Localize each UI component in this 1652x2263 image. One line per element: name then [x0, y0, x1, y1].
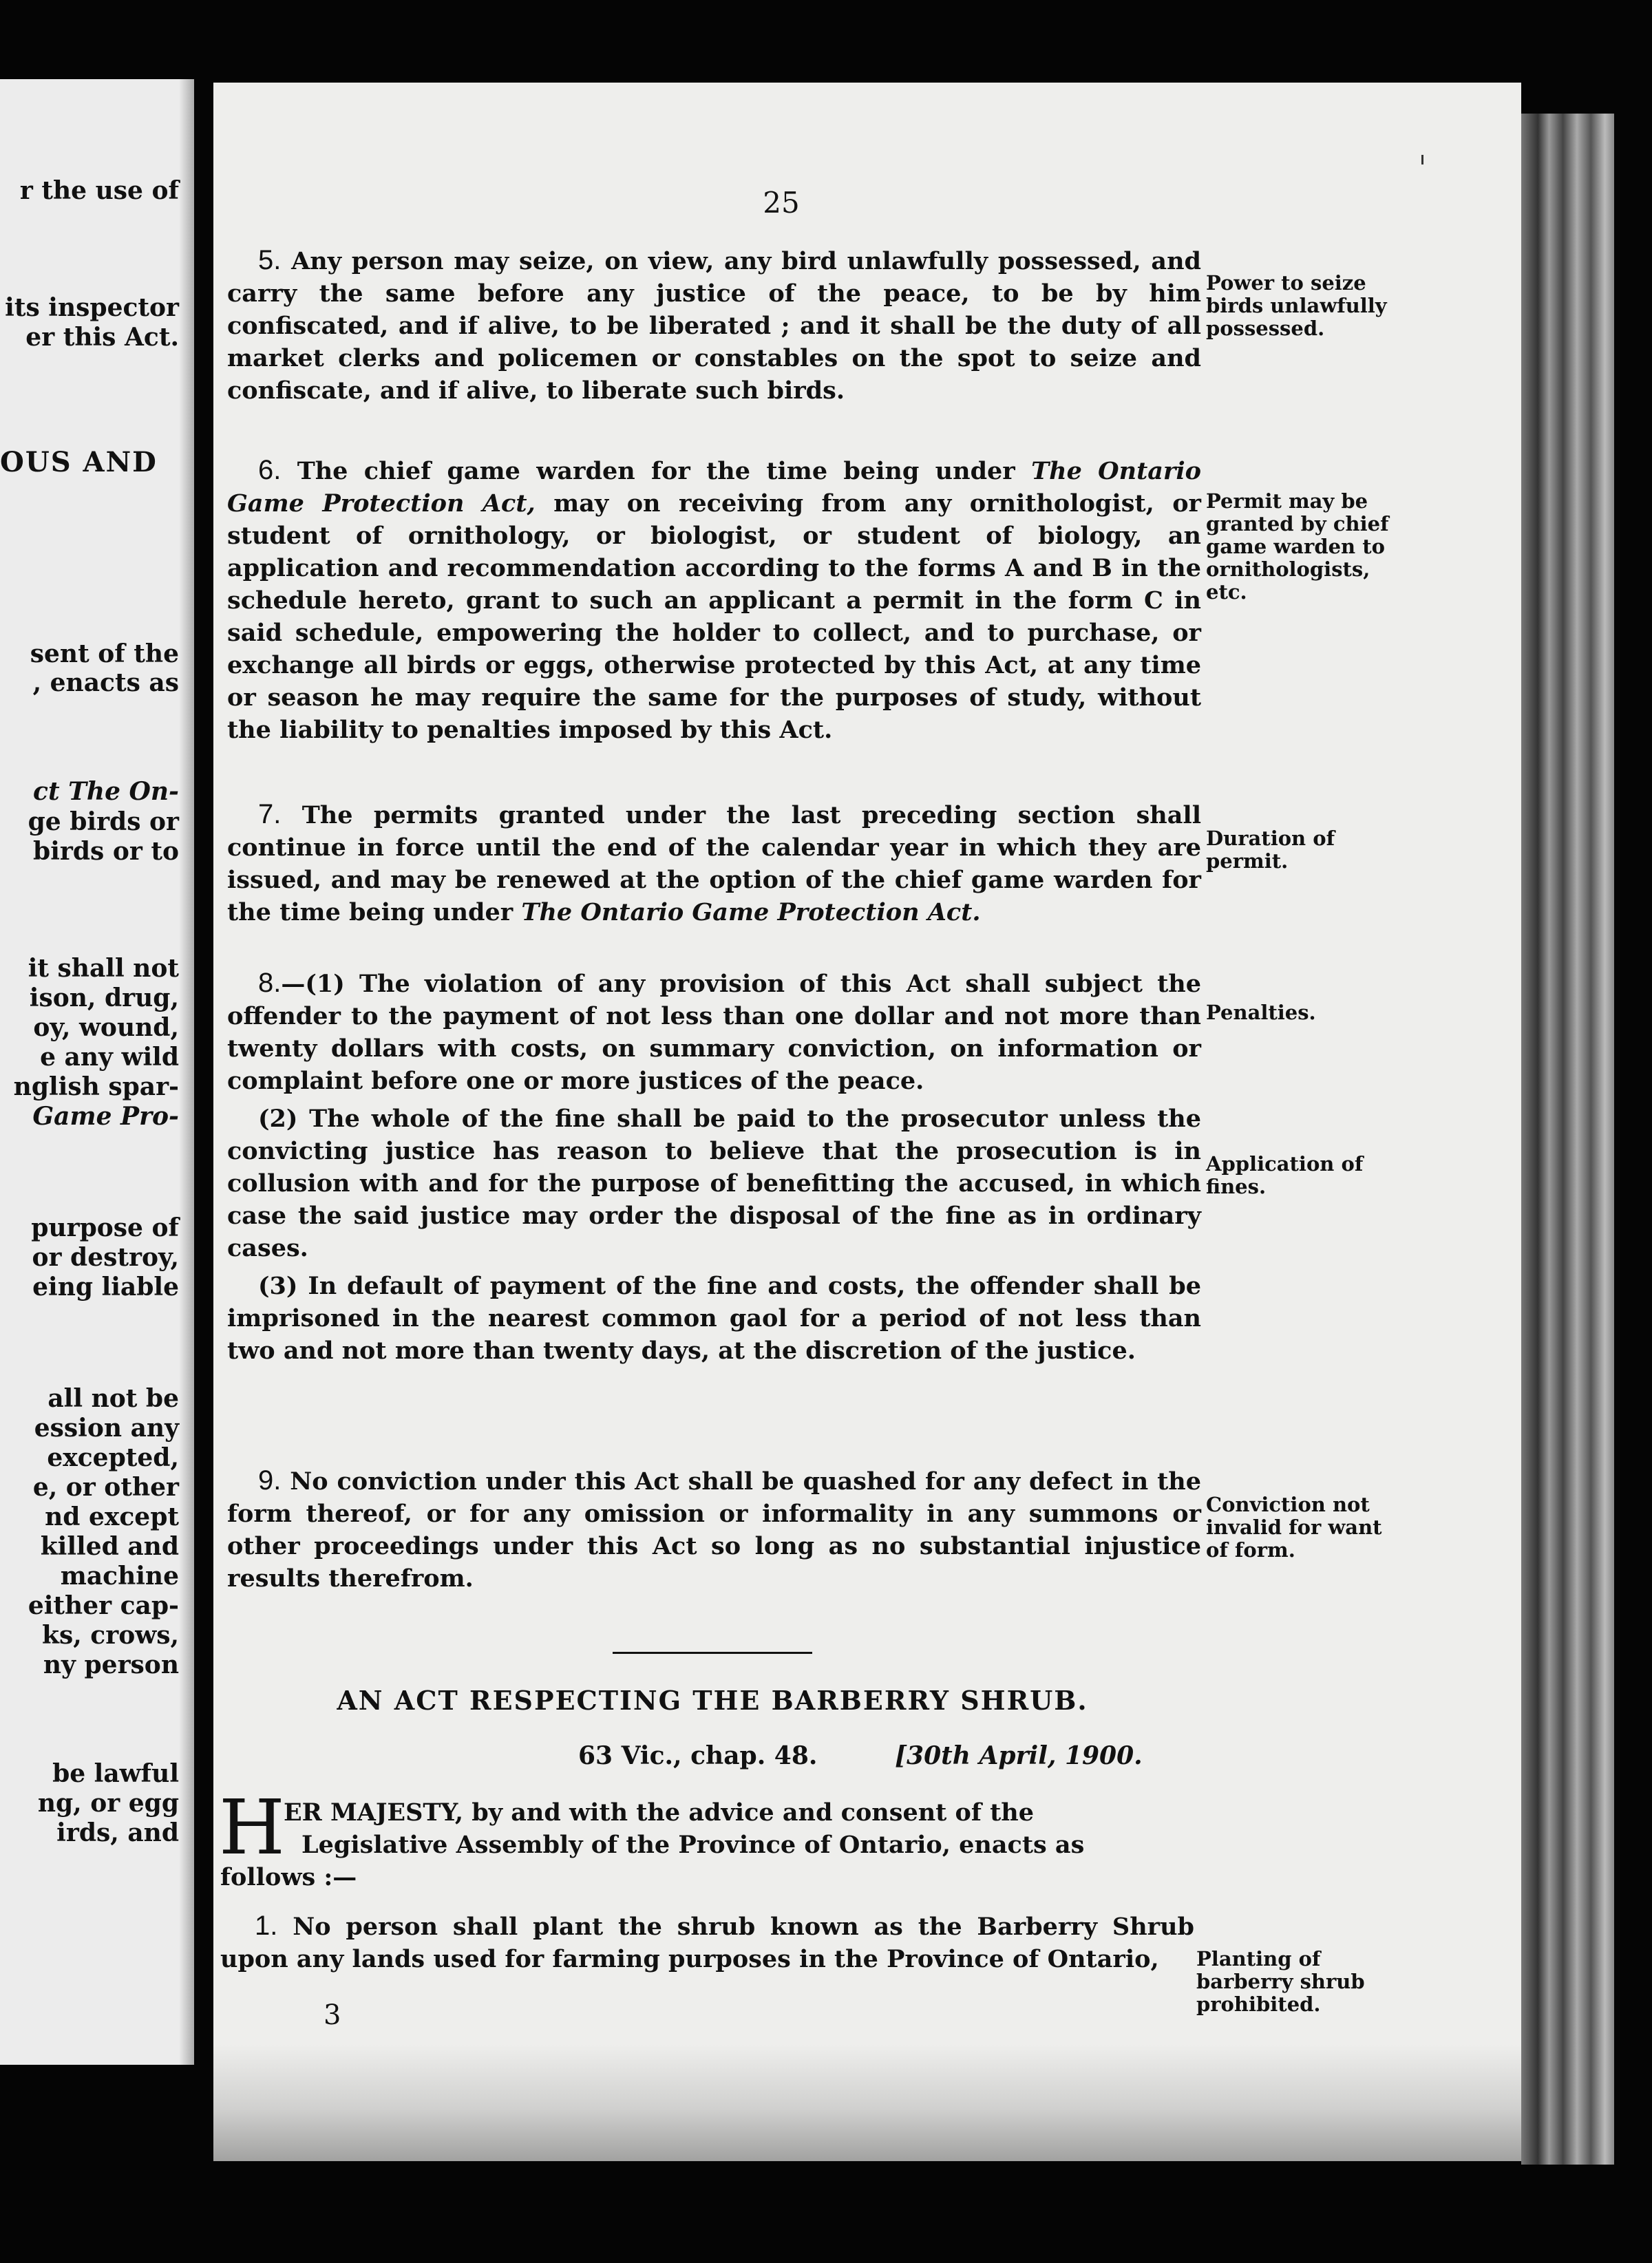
section-7 [227, 798, 1201, 928]
section-text: may on receiving from any ornithologist, or student of ornithology, or biologist, or student of biology, an application and recommendation according to the forms A and B in the schedule hereto, grant to such an applicant a permit in the form C in said schedule, empowering the holder to collect, and to purchase, or exchange all birds or eggs, otherwise protected by this Act, at any time or season he may require the same for the purposes of study, without the liability to penalties imposed by this Act. [227, 489, 1201, 744]
section-number: 6. [258, 455, 282, 485]
left-page-line: either cap- [28, 1591, 179, 1620]
section-number: 9. [258, 1465, 282, 1496]
left-page-line: purpose of [31, 1213, 179, 1242]
book-page-edges [1521, 114, 1614, 2165]
act-title: AN ACT RESPECTING THE BARBERRY SHRUB. [337, 1685, 1088, 1716]
section-6 [227, 454, 1201, 746]
left-page-line: sent of the [30, 639, 179, 668]
speck-mark [1421, 155, 1423, 164]
left-page-line: e any wild [40, 1043, 179, 1072]
margin-note-8-fines: Application of fines. [1206, 1152, 1364, 1198]
left-page-line: nd except [45, 1502, 179, 1531]
left-page-line: excepted, [47, 1443, 179, 1472]
left-page-line: irds, and [56, 1818, 179, 1847]
section-text: No conviction under this Act shall be quashed for any defect in the form thereof, or for any omission or informality in any summons or other proceedings under this Act so long as no substantial injustice results therefrom. [227, 1467, 1201, 1593]
margin-note-6: Permit may be granted by chief game warden to ornithologists, etc. [1206, 489, 1389, 604]
act-name: The Ontario Game Protection Act. [521, 898, 981, 926]
left-page-line: ks, crows, [42, 1621, 179, 1650]
left-page-line: ge birds or [28, 807, 179, 836]
subsection-1: —(1) The violation of any provision of this Act shall subject the offender to the payment of not less than one dollar and not more than twenty dollars with costs, on summary conviction, on information or complaint before one or more justices of the peace. [227, 970, 1201, 1095]
left-page-line: all not be [47, 1384, 179, 1413]
section-text: Any person may seize, on view, any bird unlawfully possessed, and carry the same before any justice of the peace, to be by him confiscated, and if alive, to be liberated ; and it shall be the duty of all market clerks and policemen or constables on the spot to seize and confiscate, and if alive, to liberate such birds. [227, 247, 1201, 405]
section-9 [227, 1465, 1201, 1595]
margin-note-8-penalties: Penalties. [1206, 1001, 1316, 1024]
section-5 [227, 244, 1201, 407]
left-page-line: killed and [40, 1532, 179, 1561]
margin-note-9: Conviction not invalid for want of form. [1206, 1493, 1382, 1562]
left-page-line: or destroy, [32, 1243, 179, 1272]
left-page-line: machine [60, 1562, 179, 1591]
subsection-3: (3) In default of payment of the fine and costs, the offender shall be imprisoned in the nearest common gaol for a period of not less than two and not more than twenty days, at the discretion of the justice. [227, 1272, 1201, 1365]
enact-line: follows :— [220, 1863, 357, 1891]
act-name: The Ontario Game Protection Act, [227, 457, 1202, 518]
left-page-line: , enacts as [32, 668, 179, 697]
left-facing-page [0, 79, 194, 2065]
drop-cap: H [219, 1783, 285, 1871]
section-8 [227, 967, 1201, 1367]
left-page-line: e, or other [32, 1473, 179, 1502]
act-citation: 63 Vic., chap. 48. [578, 1741, 818, 1770]
margin-note-5: Power to seize birds unlawfully possessed. [1206, 271, 1387, 340]
left-page-line: eing liable [32, 1273, 179, 1302]
section-text: The chief game warden for the time being under [297, 457, 1015, 485]
barberry-section-1 [220, 1910, 1194, 1975]
section-number: 1. [255, 1911, 278, 1941]
left-page-line: its inspector [5, 293, 179, 322]
margin-note-7: Duration of permit. [1206, 827, 1335, 873]
section-divider [613, 1652, 812, 1654]
enacting-clause [220, 1796, 1184, 1893]
section-number: 5. [258, 245, 282, 275]
left-page-line: ison, drug, [29, 984, 179, 1012]
page-number: 25 [763, 186, 800, 220]
left-page-line: nglish spar- [13, 1072, 179, 1101]
subsection-2: (2) The whole of the fine shall be paid to the prosecutor unless the convicting justice has reason to believe that the prosecution is in collusion with and for the purpose of benefitting the accused, in which case the said justice may order the disposal of the fine as in ordinary cases. [227, 1105, 1201, 1262]
section-text: No person shall plant the shrub known as the Barberry Shrub upon any lands used for farming purposes in the Province of Ontario, [220, 1913, 1194, 1973]
enact-line: Legislative Assembly of the Province of Ontario, enacts as [301, 1831, 1085, 1859]
section-number: 7. [258, 799, 282, 829]
left-page-line: ny person [43, 1650, 179, 1679]
left-page-line: birds or to [33, 837, 179, 866]
left-page-line: it shall not [28, 954, 179, 983]
act-date: [30th April, 1900. [895, 1741, 1143, 1770]
section-text: The permits granted under the last preceding section shall continue in force until the end of the calendar year in which they are issued, and may be renewed at the option of the chief game warden for the time being under [227, 801, 1201, 926]
enact-line: ER MAJESTY, by and with the advice and consent of the [284, 1798, 1034, 1827]
left-page-line: ng, or egg [37, 1789, 179, 1818]
left-page-line: be lawful [52, 1759, 179, 1788]
left-page-line: oy, wound, [33, 1013, 179, 1042]
left-page-line: r the use of [19, 176, 179, 205]
left-page-line: ct The On- [33, 777, 179, 806]
margin-note-barberry: Planting of barberry shrub prohibited. [1196, 1947, 1365, 2016]
left-page-line: OUS AND [0, 446, 158, 478]
left-page-line: er this Act. [25, 323, 179, 352]
signature-mark: 3 [324, 1999, 341, 2031]
left-page-line: Game Pro- [32, 1102, 179, 1131]
section-number: 8. [258, 968, 282, 998]
left-page-line: ession any [34, 1414, 179, 1443]
